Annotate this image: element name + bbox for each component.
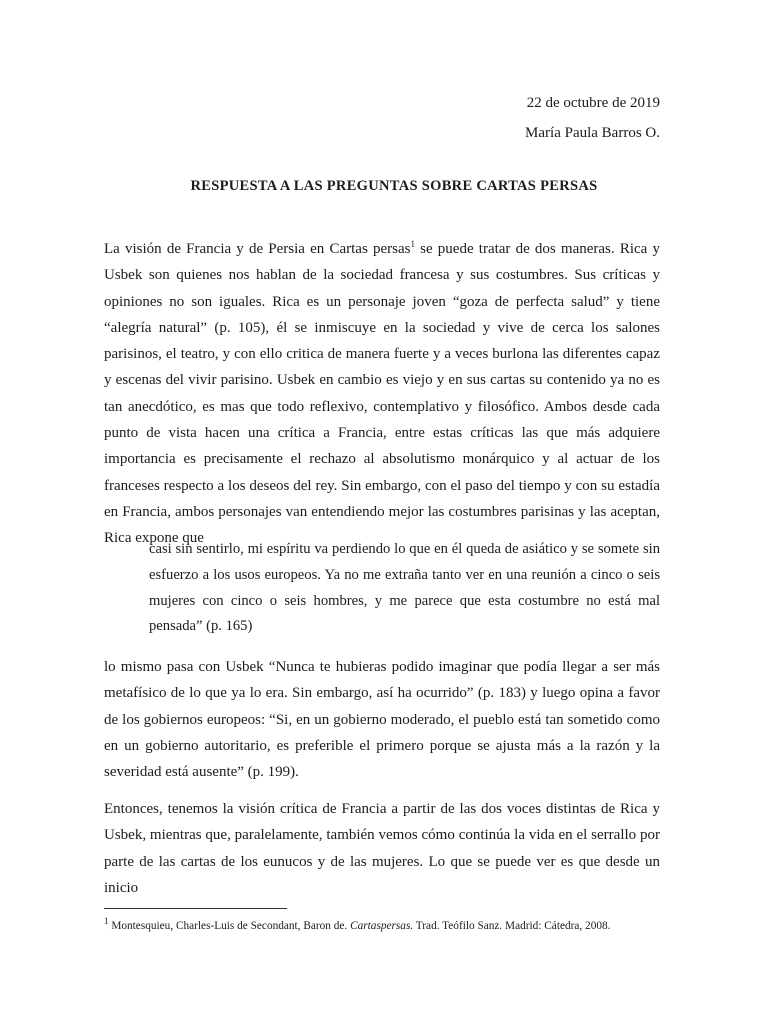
paragraph-1-start: La visión de Francia y de Persia en Cartas persas [104, 241, 411, 257]
footnote-publication: Trad. Teófilo Sanz. Madrid: Cátedra, 2008. [413, 920, 611, 932]
footnote-reference: 1 [410, 239, 415, 249]
footnote [104, 918, 684, 934]
footnote-author: Montesquieu, Charles-Luis de Secondant, Baron de. [108, 920, 351, 932]
footnote-book-title: Cartaspersas. [350, 920, 414, 932]
paragraph-1-rest: se puede tratar de dos maneras. Rica y Usbek son quienes nos hablan de la sociedad francesa y sus costumbres. Sus críticas y opiniones no son iguales. Rica es un personaje joven “goza de perfecta salud” y tiene “alegría natural” (p. 105), él se inmiscuye en la sociedad y vive de cerca los salones parisinos, el teatro, y con ello critica de manera fuerte y a veces burlona las diferentes capaz y escenas del vivir parisino. Usbek en cambio es viejo y en sus cartas su contenido ya no es tan anecdótico, es mas que todo reflexivo, contemplativo y filosófico. Ambos desde cada punto de vista hacen una crítica a Francia, entre estas críticas las que más adquiere importancia es precisamente el rechazo al absolutismo monárquico y al actuar de los franceses respecto a los deseos del rey. Sin embargo, con el paso del tiempo y con su estadía en Francia, ambos personajes van entendiendo mejor las costumbres parisinas y las aceptan, Rica expone que [104, 241, 660, 547]
footnote-divider [104, 908, 287, 909]
document-title: RESPUESTA A LAS PREGUNTAS SOBRE CARTAS PERSAS [190, 178, 598, 194]
block-quote: casi sin sentirlo, mi espíritu va perdiendo lo que en él queda de asiático y se somete sin esfuerzo a los usos europeos. Ya no me extraña tanto ver en una reunión a cinco o seis mujeres con cinco o seis hombres, y me parece que esta costumbre no está mal pensada” (p. 165) [149, 541, 660, 635]
document-header [525, 88, 660, 148]
paragraph-3: Entonces, tenemos la visión crítica de Francia a partir de las dos voces distintas de Rica y Usbek, mientras que, paralelamente, también vemos cómo continúa la vida en el serrallo por parte de las cartas de los eunucos y de las mujeres. Lo que se puede ver es que desde un inicio [104, 801, 660, 896]
date-line: 22 de octubre de 2019 [526, 95, 660, 111]
author-line: María Paula Barros O. [525, 125, 660, 141]
footnote-marker: 1 [104, 916, 109, 927]
paragraph-1 [104, 236, 660, 552]
paragraph-2: lo mismo pasa con Usbek “Nunca te hubieras podido imaginar que podía llegar a ser más metafísico de lo que ya lo era. Sin embargo, así ha ocurrido” (p. 183) y luego opina a favor de los gobiernos europeos: “Si, en un gobierno moderado, el pueblo está tan sometido como en un gobierno autoritario, es preferible el primero porque se ajusta más a la razón y la severidad está ausente” (p. 199). [104, 659, 660, 781]
